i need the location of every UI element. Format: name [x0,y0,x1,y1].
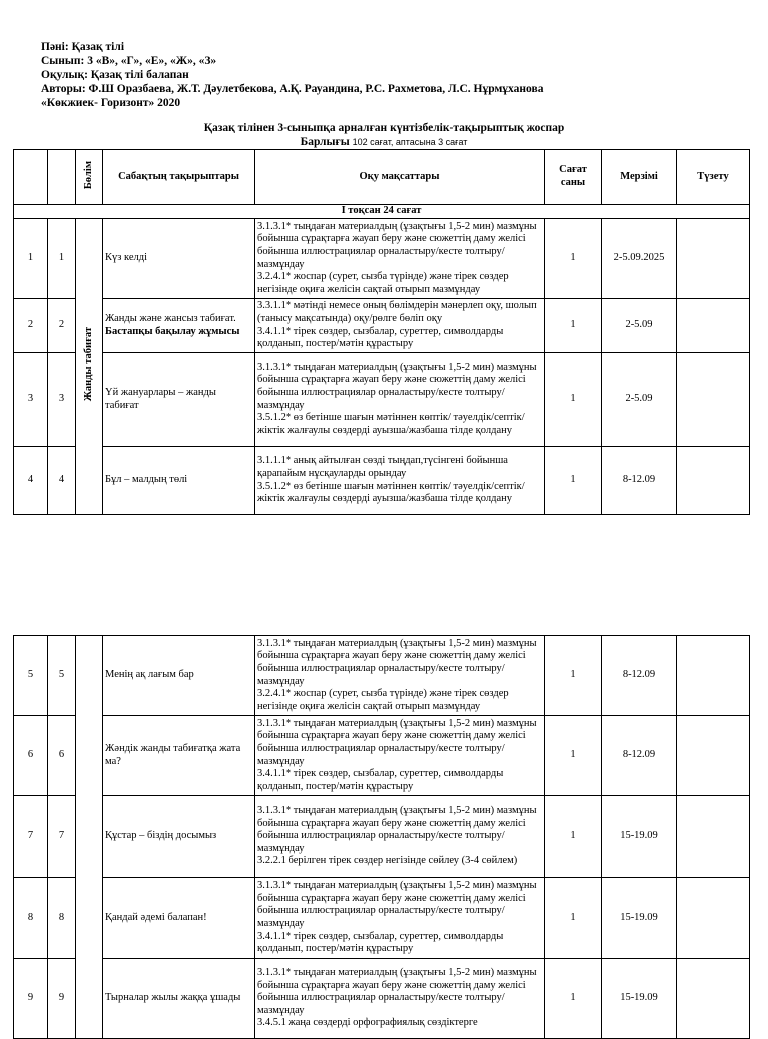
date-cell: 8-12.09 [602,447,677,515]
correction-cell [677,447,750,515]
objectives-cell [255,878,545,959]
topic-text: Жәндік жанды табиғатқа жата ма? [105,742,241,767]
date-cell: 15-19.09 [602,878,677,959]
objective-text: 3.3.1.1* мәтінді немесе оның бөлімдерін мәнерлеп оқу, шолып (танысу мақсатында) оқу/рөлге бөліп оқу [257,300,537,324]
row-subnumber: 2 [48,299,76,353]
grade-line: Сынып: 3 «В», «Г», «Е», «Ж», «З» [41,55,217,67]
textbook-line: Оқулық: Қазақ тілі балапан [41,69,189,81]
date-cell: 15-19.09 [602,796,677,878]
objective-text: 3.1.3.1* тыңдаған материалдың (ұзақтығы 1,5-2 мин) мазмұны бойынша сұрақтарға жауап беру және сюжеттің даму желісі бойынша иллюстрациялар орналастыру/кесте толтыру/мазмұндау [257,220,537,270]
hours-cell: 1 [545,353,602,447]
hours-cell: 1 [545,959,602,1039]
total-label: Барлығы [300,136,350,148]
row-subnumber: 9 [48,959,76,1039]
correction-cell [677,878,750,959]
objectives-cell [255,796,545,878]
document-title [0,121,768,149]
row-subnumber: 1 [48,219,76,299]
objective-text: 3.4.1.1* тірек сөздер, сызбалар, суреттер, символдарды қолданып, постер/мәтін құрастыру [257,768,504,792]
topic-cell [103,716,255,796]
correction-cell [677,636,750,716]
total-line [0,135,768,149]
row-subnumber: 8 [48,878,76,959]
plan-table-page-1 [13,149,750,515]
row-number: 3 [14,353,48,447]
correction-cell [677,353,750,447]
hours-cell: 1 [545,636,602,716]
plan-title: Қазақ тілінен 3-сыныпқа арналған күнтізбелік-тақырыптық жоспар [203,122,565,134]
date-cell: 15-19.09 [602,959,677,1039]
correction-cell [677,299,750,353]
section-header-label: Бөлім [82,160,94,189]
hours-cell: 1 [545,878,602,959]
authors-line: Авторы: Ф.Ш Оразбаева, Ж.Т. Дәулетбекова, А.Қ. Рауандина, Р.С. Рахметова, Л.С. Нұрмұханова [41,83,544,95]
topic-bold-text: Бастапқы бақылау жұмысы [105,325,240,337]
row-subnumber: 7 [48,796,76,878]
correction-header: Түзету [677,150,750,205]
objectives-header: Оқу мақсаттары [255,150,545,205]
objectives-cell [255,636,545,716]
table-row [14,299,750,353]
hours-cell: 1 [545,447,602,515]
topic-text: Күз келді [105,252,148,264]
date-cell: 2-5.09.2025 [602,219,677,299]
date-cell: 8-12.09 [602,716,677,796]
table-row [14,219,750,299]
objectives-cell [255,219,545,299]
topic-cell [103,447,255,515]
objective-text: 3.2.4.1* жоспар (сурет, сызба түрінде) және тірек сөздер негізінде оқиға желісін сақтай отырып мазмұндау [257,271,509,295]
table-header-row [14,150,750,205]
objective-text: 3.2.2.1 берілген тірек сөздер негізінде сөйлеу (3-4 сөйлем) [257,855,518,867]
date-cell: 2-5.09 [602,299,677,353]
row-number: 5 [14,636,48,716]
hours-cell: 1 [545,299,602,353]
objectives-cell [255,716,545,796]
topic-cell [103,796,255,878]
table-row [14,959,750,1039]
correction-cell [677,716,750,796]
topic-header: Сабақтың тақырыптары [103,150,255,205]
objectives-cell [255,299,545,353]
topic-text: Үй жануарлары – жанды табиғат [105,386,216,411]
objective-text: 3.1.3.1* тыңдаған материалдың (ұзақтығы 1,5-2 мин) мазмұны бойынша сұрақтарға жауап беру және сюжеттің даму желісі бойынша иллюстрациялар орналастыру/кесте толтыру/мазмұндау [257,361,537,411]
objectives-cell [255,353,545,447]
correction-cell [677,796,750,878]
table-row [14,796,750,878]
hours-cell: 1 [545,796,602,878]
date-cell: 8-12.09 [602,636,677,716]
quarter-label: I тоқсан 24 сағат [14,205,750,219]
topic-cell [103,959,255,1039]
total-value: 102 сағат, аптасына 3 сағат [352,137,468,147]
objective-text: 3.1.3.1* тыңдаған материалдың (ұзақтығы 1,5-2 мин) мазмұны бойынша сұрақтарға жауап беру және сюжеттің даму желісі бойынша иллюстрациялар орналастыру/кесте толтыру/мазмұндау [257,805,537,854]
table-row [14,716,750,796]
row-subnumber: 3 [48,353,76,447]
row-subnumber: 6 [48,716,76,796]
objective-text: 3.4.5.1 жаңа сөздерді орфографиялық сөздіктерге [257,1017,478,1029]
objective-text: 3.1.3.1* тыңдаған материалдың (ұзақтығы 1,5-2 мин) мазмұны бойынша сұрақтарға жауап беру және сюжеттің даму желісі бойынша иллюстрациялар орналастыру/кесте толтыру/мазмұндау [257,637,537,687]
topic-cell [103,878,255,959]
objective-text: 3.4.1.1* тірек сөздер, сызбалар, суреттер, символдарды қолданып, постер/мәтін құрастыру [257,930,504,955]
objective-text: 3.4.1.1* тірек сөздер, сызбалар, суреттер, символдарды қолданып, постер/мәтін құрастыру [257,325,504,350]
date-cell: 2-5.09 [602,353,677,447]
row-number: 7 [14,796,48,878]
topic-text: Бұл – малдың төлі [105,474,188,486]
section-cell [76,219,103,515]
objective-text: 3.5.1.2* өз бетінше шағын мәтіннен көптік/ тәуелдік/септік/жіктік жалғаулы сөздерді ауызша/жазбаша тілде қолдану [257,412,525,436]
row-number: 8 [14,878,48,959]
subject-line: Пәні: Қазақ тілі [41,41,125,53]
objective-text: 3.1.3.1* тыңдаған материалдың (ұзақтығы 1,5-2 мин) мазмұны бойынша сұрақтарға жауап беру және сюжеттің даму желісі бойынша иллюстрациялар орналастыру/кесте толтыру/мазмұндау [257,880,537,929]
section-header [76,150,103,205]
topic-cell [103,219,255,299]
section-cell [76,636,103,1039]
table-row [14,353,750,447]
objective-text: 3.1.1.1* анық айтылған сөзді тыңдап,түсінгені бойынша қарапайым нұсқауларды орындау [257,455,508,479]
hours-cell: 1 [545,219,602,299]
table-row [14,636,750,716]
subnumber-header [48,150,76,205]
objective-text: 3.1.3.1* тыңдаған материалдың (ұзақтығы 1,5-2 мин) мазмұны бойынша сұрақтарға жауап беру және сюжеттің даму желісі бойынша иллюстрациялар орналастыру/кесте толтыру/мазмұндау [257,967,537,1016]
quarter-row [14,205,750,219]
table-row [14,878,750,959]
topic-cell [103,299,255,353]
row-number: 2 [14,299,48,353]
publisher-line: «Көкжиек- Горизонт» 2020 [41,97,181,109]
objective-text: 3.1.3.1* тыңдаған материалдың (ұзақтығы 1,5-2 мин) мазмұны бойынша сұрақтарға жауап беру және сюжеттің даму желісі бойынша иллюстрациялар орналастыру/кесте толтыру/мазмұндау [257,717,537,767]
correction-cell [677,219,750,299]
topic-text: Менің ақ лағым бар [105,669,194,681]
row-number: 6 [14,716,48,796]
row-subnumber: 5 [48,636,76,716]
plan-table-page-2 [13,635,750,1039]
row-number: 4 [14,447,48,515]
objective-text: 3.2.4.1* жоспар (сурет, сызба түрінде) және тірек сөздер негізінде оқиға желісін сақтай отырып мазмұндау [257,688,509,712]
document-header [41,40,543,110]
topic-text: Жанды және жансыз табиғат. [105,312,236,324]
topic-text: Қандай әдемі балапан! [105,911,207,923]
hours-header: Сағат саны [545,150,602,205]
topic-text: Құстар – біздің досымыз [105,830,217,842]
objectives-cell [255,447,545,515]
table-row [14,447,750,515]
objectives-cell [255,959,545,1039]
date-header: Мерзімі [602,150,677,205]
correction-cell [677,959,750,1039]
row-number: 1 [14,219,48,299]
topic-text: Тырналар жылы жаққа ұшады [105,992,241,1004]
hours-cell: 1 [545,716,602,796]
section-label: Жанды табиғат [82,327,94,402]
number-header [14,150,48,205]
row-number: 9 [14,959,48,1039]
row-subnumber: 4 [48,447,76,515]
objective-text: 3.5.1.2* өз бетінше шағын мәтіннен көптік/ тәуелдік/септік/жіктік жалғаулы сөздерді ауызша/жазбаша тілде қолдану [257,480,525,505]
topic-cell [103,636,255,716]
topic-cell [103,353,255,447]
